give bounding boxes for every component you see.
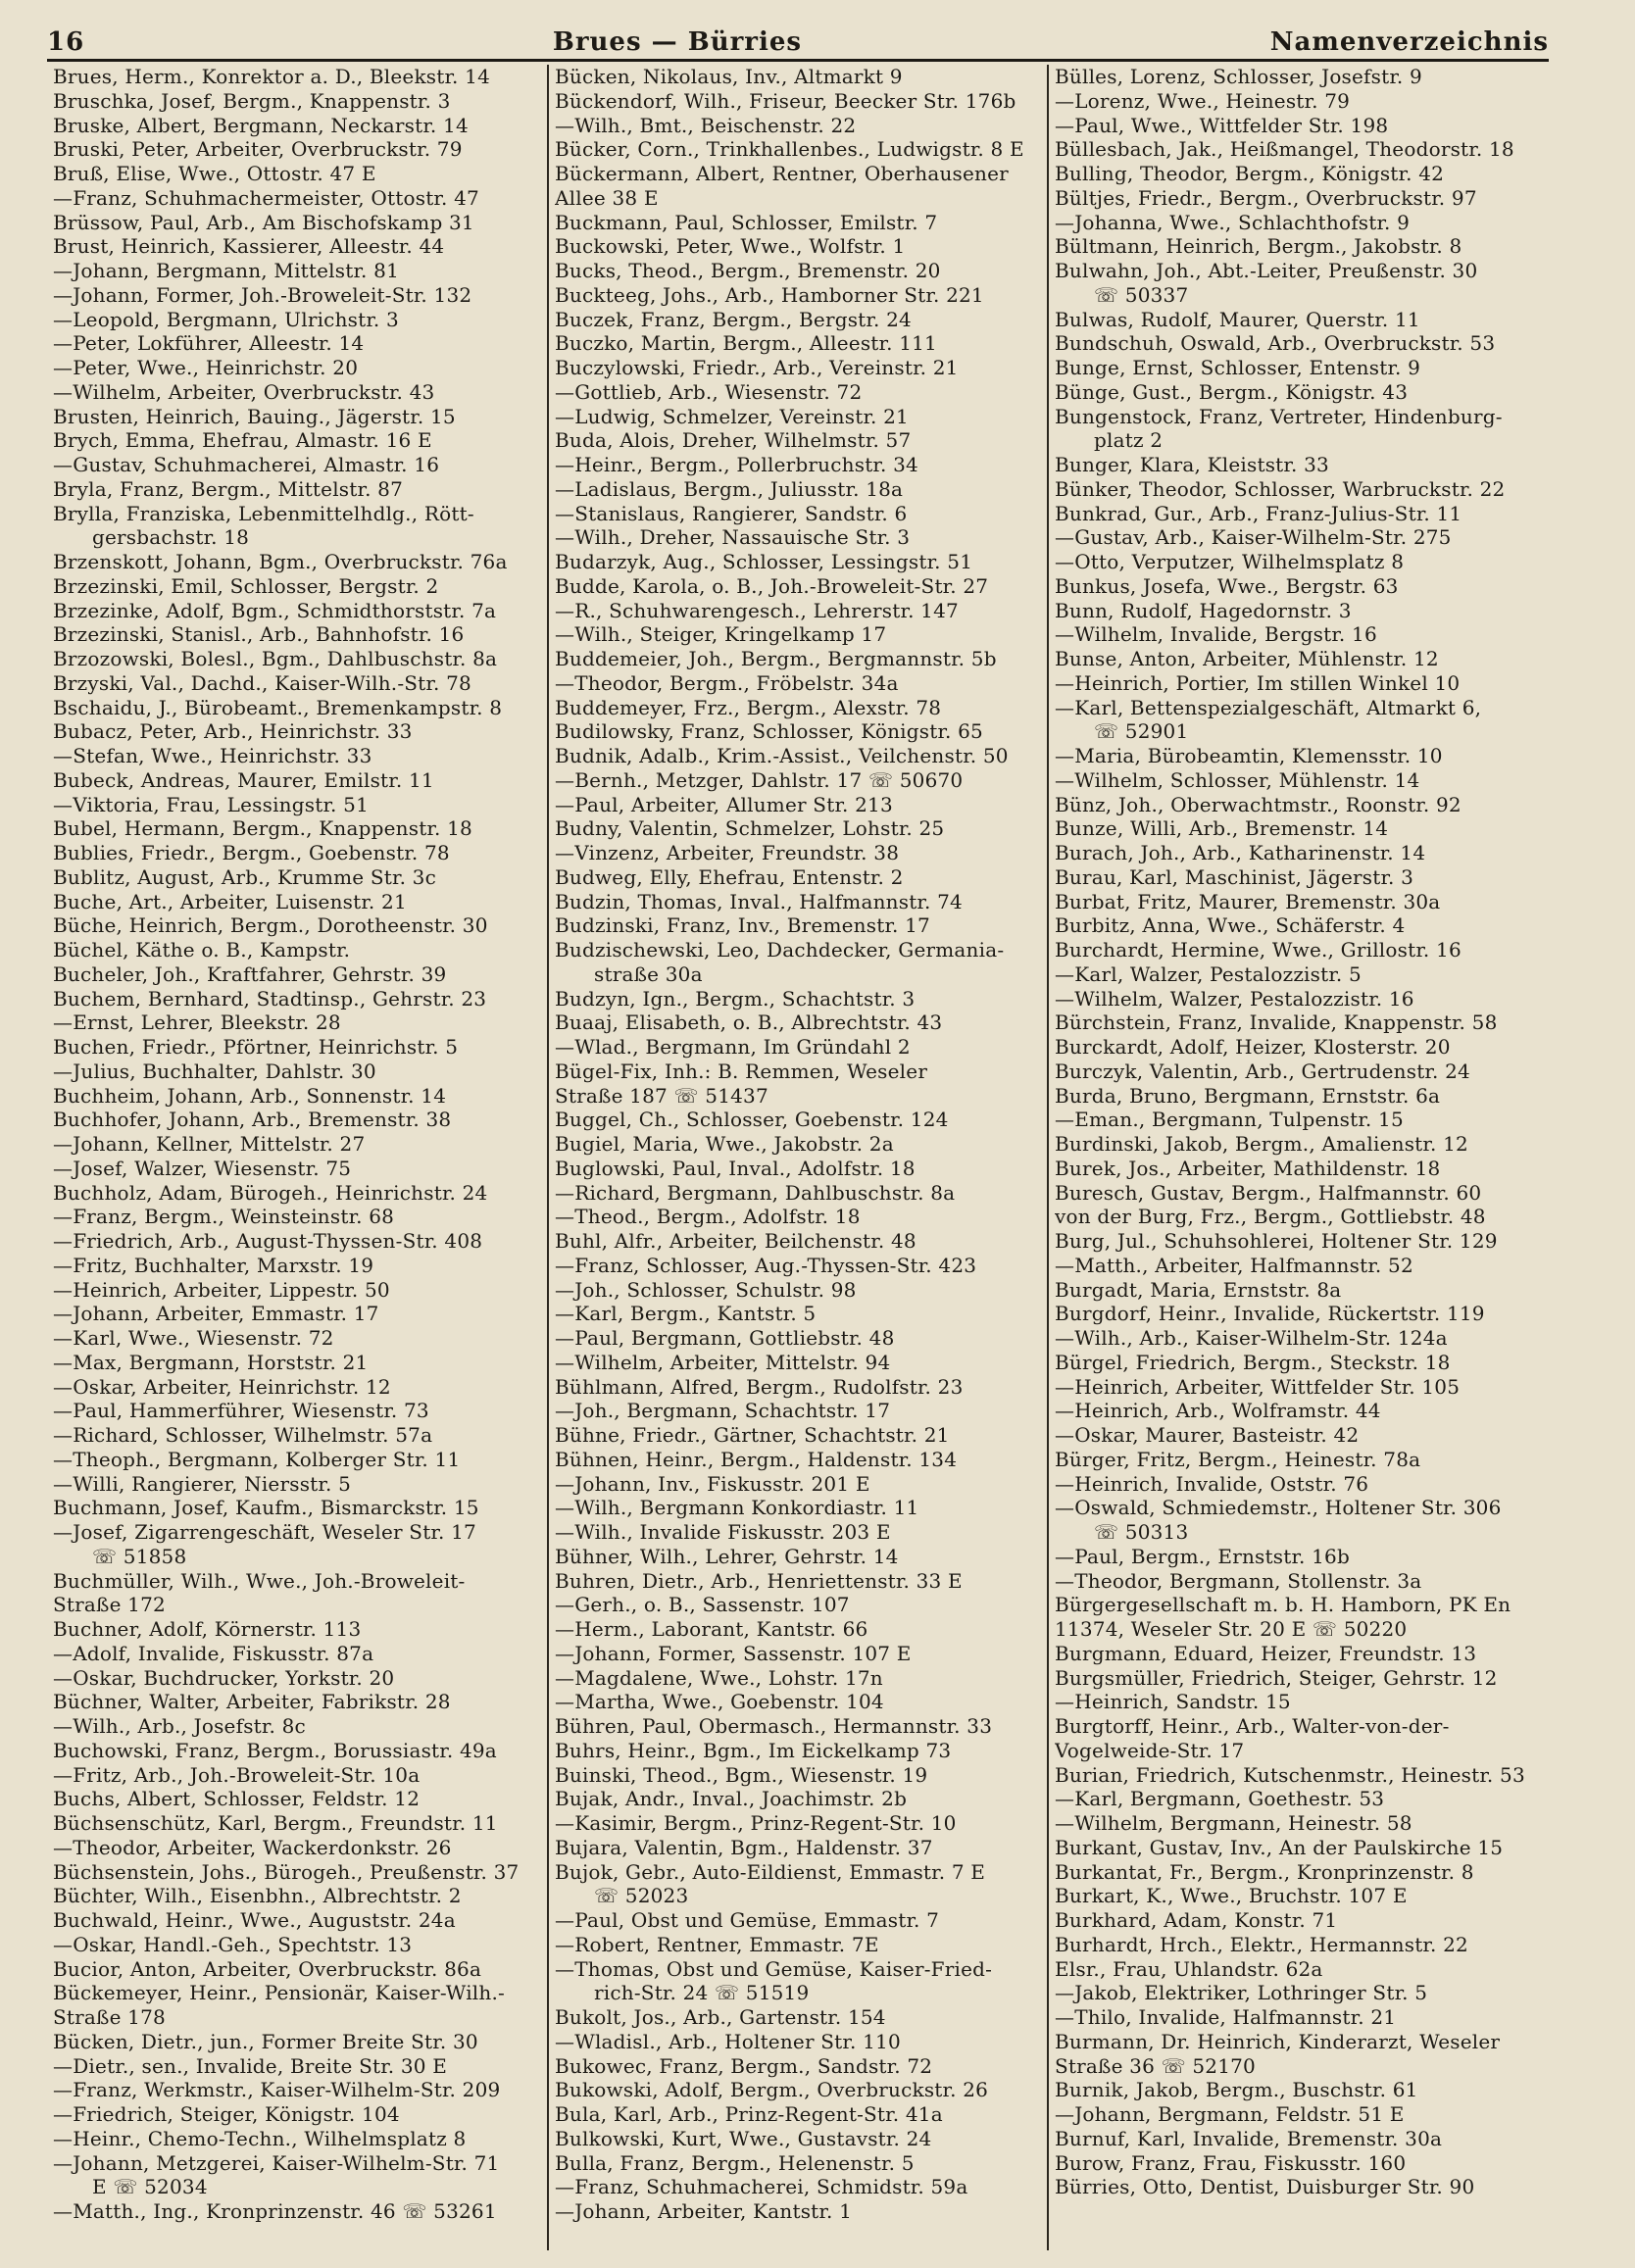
- directory-entry: —Johann, Arbeiter, Kantstr. 1: [555, 2199, 853, 2223]
- directory-entry: —Joh., Schlosser, Schulstr. 98: [555, 1277, 857, 1302]
- directory-entry: Brzezinski, Emil, Schlosser, Bergstr. 2: [53, 573, 439, 598]
- directory-entry: Bühlmann, Alfred, Bergm., Rudolfstr. 23: [555, 1374, 964, 1399]
- directory-entry: Bühren, Paul, Obermasch., Hermannstr. 33: [555, 1714, 993, 1738]
- directory-entry: —Heinrich, Sandstr. 15: [1055, 1690, 1291, 1714]
- directory-entry: —Paul, Bergmann, Gottliebstr. 48: [555, 1326, 895, 1350]
- directory-entry: Buchmüller, Wilh., Wwe., Joh.-Broweleit-: [53, 1568, 466, 1593]
- directory-entry: —Johanna, Wwe., Schlachthofstr. 9: [1055, 210, 1411, 234]
- directory-entry: —Johann, Kellner, Mittelstr. 27: [53, 1132, 366, 1156]
- directory-entry: Buddemeyer, Frz., Bergm., Alexstr. 78: [555, 695, 942, 719]
- directory-entry: Burek, Jos., Arbeiter, Mathildenstr. 18: [1055, 1156, 1441, 1180]
- directory-entry: straße 30a: [594, 961, 703, 986]
- directory-entry: Buda, Alois, Dreher, Wilhelmstr. 57: [555, 428, 912, 453]
- directory-entry: gersbachstr. 18: [92, 525, 250, 550]
- directory-entry: Brüssow, Paul, Arb., Am Bischofskamp 31: [53, 210, 474, 234]
- directory-entry: Buresch, Gustav, Bergm., Halfmannstr. 60: [1055, 1180, 1482, 1205]
- directory-entry: Bunse, Anton, Arbeiter, Mühlenstr. 12: [1055, 647, 1439, 670]
- directory-entry: E ☏ 52034: [92, 2175, 208, 2199]
- directory-entry: —Martha, Wwe., Goebenstr. 104: [555, 1690, 884, 1714]
- directory-entry: Burkant, Gustav, Inv., An der Paulskirche 15: [1055, 1835, 1504, 1859]
- directory-entry: —Ludwig, Schmelzer, Vereinstr. 21: [555, 404, 909, 428]
- directory-entry: —Franz, Schuhmacherei, Schmidstr. 59a: [555, 2175, 968, 2199]
- directory-entry: Bückermann, Albert, Rentner, Oberhausener: [555, 162, 1009, 185]
- directory-entry: Bujak, Andr., Inval., Joachimstr. 2b: [555, 1787, 908, 1811]
- directory-entry: —Oskar, Handl.-Geh., Spechtstr. 13: [53, 1932, 413, 1956]
- directory-entry: ☏ 50313: [1094, 1520, 1189, 1544]
- directory-entry: —Johann, Bergmann, Mittelstr. 81: [53, 259, 400, 282]
- directory-entry: —Bernh., Metzger, Dahlstr. 17 ☏ 50670: [555, 767, 964, 792]
- directory-entry: Buchhofer, Johann, Arb., Bremenstr. 38: [53, 1108, 452, 1132]
- directory-entry: Bulling, Theodor, Bergm., Königstr. 42: [1055, 162, 1445, 185]
- directory-entry: —Richard, Schlosser, Wilhelmstr. 57a: [53, 1423, 433, 1447]
- directory-entry: —Oskar, Buchdrucker, Yorkstr. 20: [53, 1665, 395, 1690]
- directory-entry: Bujara, Valentin, Bgm., Haldenstr. 37: [555, 1835, 933, 1859]
- directory-entry: Bucheler, Joh., Kraftfahrer, Gehrstr. 39: [53, 961, 447, 986]
- directory-entry: Bukowec, Franz, Bergm., Sandstr. 72: [555, 2053, 933, 2078]
- directory-entry: —Johann, Arbeiter, Emmastr. 17: [53, 1302, 379, 1326]
- directory-entry: Bücken, Nikolaus, Inv., Altmarkt 9: [555, 65, 903, 88]
- directory-entry: Burach, Joh., Arb., Katharinenstr. 14: [1055, 841, 1426, 864]
- directory-entry: —Willi, Rangierer, Niersstr. 5: [53, 1471, 351, 1496]
- directory-entry: Brues, Herm., Konrektor a. D., Bleekstr. 14: [53, 65, 491, 88]
- directory-entry: —Oskar, Maurer, Basteistr. 42: [1055, 1423, 1360, 1447]
- directory-entry: —Wilhelm, Invalide, Bergstr. 16: [1055, 622, 1377, 647]
- directory-entry: Bryla, Franz, Bergm., Mittelstr. 87: [53, 476, 404, 501]
- directory-entry: Buggel, Ch., Schlosser, Goebenstr. 124: [555, 1108, 949, 1132]
- directory-entry: Bunger, Klara, Kleiststr. 33: [1055, 453, 1329, 476]
- directory-entry: Büchsenschütz, Karl, Bergm., Freundstr. 11: [53, 1811, 498, 1835]
- directory-entry: Burdinski, Jakob, Bergm., Amalienstr. 12: [1055, 1132, 1468, 1156]
- directory-entry: Büchner, Walter, Arbeiter, Fabrikstr. 28: [53, 1690, 451, 1714]
- directory-entry: Bugiel, Maria, Wwe., Jakobstr. 2a: [555, 1132, 894, 1156]
- directory-entry: —Viktoria, Frau, Lessingstr. 51: [53, 792, 369, 816]
- directory-entry: Bubel, Hermann, Bergm., Knappenstr. 18: [53, 816, 472, 841]
- directory-entry: —Dietr., sen., Invalide, Breite Str. 30 E: [53, 2053, 448, 2078]
- directory-entry: —Josef, Zigarrengeschäft, Weseler Str. 17: [53, 1520, 476, 1544]
- directory-entry: Bünge, Gust., Bergm., Königstr. 43: [1055, 379, 1409, 404]
- directory-entry: Buhren, Dietr., Arb., Henriettenstr. 33 E: [555, 1568, 963, 1593]
- directory-entry: —Johann, Bergmann, Feldstr. 51 E: [1055, 2102, 1405, 2126]
- directory-entry: ☏ 52023: [594, 1884, 689, 1908]
- directory-entry: Brzozowski, Bolesl., Bgm., Dahlbuschstr. 8a: [53, 647, 498, 670]
- directory-entry: —Stefan, Wwe., Heinrichstr. 33: [53, 744, 372, 767]
- directory-entry: Budde, Karola, o. B., Joh.-Broweleit-Str. 27: [555, 573, 989, 598]
- entry-column-1: [47, 65, 547, 2250]
- directory-entry: Buche, Art., Arbeiter, Luisenstr. 21: [53, 889, 407, 913]
- directory-entry: Buaaj, Elisabeth, o. B., Albrechtstr. 43: [555, 1011, 943, 1035]
- directory-entry: Bulwas, Rudolf, Maurer, Querstr. 11: [1055, 307, 1420, 331]
- directory-entry: Buhl, Alfr., Arbeiter, Beilchenstr. 48: [555, 1229, 917, 1253]
- header-rule: [47, 59, 1549, 62]
- directory-entry: Burian, Friedrich, Kutschenmstr., Heinestr. 53: [1055, 1762, 1525, 1787]
- directory-entry: Straße 36 ☏ 52170: [1055, 2053, 1256, 2078]
- directory-entry: Budny, Valentin, Schmelzer, Lohstr. 25: [555, 816, 945, 841]
- directory-entry: Bunkrad, Gur., Arb., Franz-Julius-Str. 11: [1055, 501, 1462, 525]
- directory-entry: —Paul, Arbeiter, Allumer Str. 213: [555, 792, 893, 816]
- directory-entry: —Otto, Verputzer, Wilhelmsplatz 8: [1055, 550, 1405, 573]
- directory-entry: Burgdorf, Heinr., Invalide, Rückertstr. 119: [1055, 1302, 1485, 1326]
- directory-entry: Straße 172: [53, 1593, 166, 1617]
- directory-entry: Buchholz, Adam, Bürogeh., Heinrichstr. 24: [53, 1180, 488, 1205]
- directory-entry: Burkhard, Adam, Konstr. 71: [1055, 1908, 1338, 1932]
- directory-entry: —Franz, Werkmstr., Kaiser-Wilhelm-Str. 209: [53, 2078, 501, 2102]
- directory-entry: Bückemeyer, Heinr., Pensionär, Kaiser-Wilh.-: [53, 1981, 505, 2005]
- directory-entry: Bula, Karl, Arb., Prinz-Regent-Str. 41a: [555, 2102, 943, 2126]
- directory-entry: —Max, Bergmann, Horststr. 21: [53, 1350, 369, 1374]
- directory-entry: —Theod., Bergm., Adolfstr. 18: [555, 1205, 861, 1229]
- directory-entry: Bubeck, Andreas, Maurer, Emilstr. 11: [53, 767, 434, 792]
- directory-entry: —Friedrich, Steiger, Königstr. 104: [53, 2102, 400, 2126]
- directory-entry: Bucior, Anton, Arbeiter, Overbruckstr. 86a: [53, 1956, 482, 1981]
- directory-entry: —Wilh., Invalide Fiskusstr. 203 E: [555, 1520, 891, 1544]
- directory-entry: Burbitz, Anna, Wwe., Schäferstr. 4: [1055, 913, 1406, 938]
- directory-entry: —Paul, Wwe., Wittfelder Str. 198: [1055, 113, 1389, 137]
- directory-entry: Burgmann, Eduard, Heizer, Freundstr. 13: [1055, 1641, 1477, 1665]
- directory-entry: —Gustav, Schuhmacherei, Almastr. 16: [53, 453, 440, 476]
- directory-entry: Bruschka, Josef, Bergm., Knappenstr. 3: [53, 88, 451, 113]
- directory-entry: —Heinrich, Arbeiter, Wittfelder Str. 105: [1055, 1374, 1461, 1399]
- directory-entry: Budzinski, Franz, Inv., Bremenstr. 17: [555, 913, 930, 938]
- directory-entry: Buinski, Theod., Bgm., Wiesenstr. 19: [555, 1762, 928, 1787]
- directory-entry: —Heinrich, Arbeiter, Lippestr. 50: [53, 1277, 390, 1302]
- directory-entry: —Wilhelm, Bergmann, Heinestr. 58: [1055, 1811, 1412, 1835]
- directory-entry: —Stanislaus, Rangierer, Sandstr. 6: [555, 501, 908, 525]
- directory-entry: Bünz, Joh., Oberwachtmstr., Roonstr. 92: [1055, 792, 1462, 816]
- directory-entry: —Joh., Bergmann, Schachtstr. 17: [555, 1399, 891, 1423]
- directory-entry: Straße 187 ☏ 51437: [555, 1083, 768, 1108]
- directory-entry: —Gottlieb, Arb., Wiesenstr. 72: [555, 379, 863, 404]
- directory-entry: Budarzyk, Aug., Schlosser, Lessingstr. 51: [555, 550, 973, 573]
- directory-entry: Buchen, Friedr., Pförtner, Heinrichstr. 5: [53, 1035, 459, 1059]
- directory-entry: —R., Schuhwarengesch., Lehrerstr. 147: [555, 598, 959, 622]
- directory-entry: Budzin, Thomas, Inval., Halfmannstr. 74: [555, 889, 963, 913]
- directory-entry: —Gustav, Arb., Kaiser-Wilhelm-Str. 275: [1055, 525, 1452, 550]
- directory-entry: —Julius, Buchhalter, Dahlstr. 30: [53, 1059, 376, 1083]
- directory-entry: Bukolt, Jos., Arb., Gartenstr. 154: [555, 2005, 886, 2029]
- directory-entry: —Friedrich, Arb., August-Thyssen-Str. 408: [53, 1229, 483, 1253]
- directory-entry: —Peter, Wwe., Heinrichstr. 20: [53, 356, 359, 379]
- directory-entry: —Wlad., Bergmann, Im Gründahl 2: [555, 1035, 911, 1059]
- directory-entry: Allee 38 E: [555, 185, 659, 210]
- page-number: 16: [47, 27, 85, 57]
- directory-entry: von der Burg, Frz., Bergm., Gottliebstr. 48: [1055, 1205, 1486, 1229]
- directory-entry: —Thilo, Invalide, Halfmannstr. 21: [1055, 2005, 1397, 2029]
- directory-entry: ☏ 51858: [92, 1544, 187, 1568]
- directory-entry: —Theoph., Bergmann, Kolberger Str. 11: [53, 1447, 461, 1471]
- directory-entry: Budnik, Adalb., Krim.-Assist., Veilchenstr. 50: [555, 744, 1009, 767]
- directory-entry: Bubacz, Peter, Arb., Heinrichstr. 33: [53, 719, 413, 744]
- directory-entry: Bürchstein, Franz, Invalide, Knappenstr. 58: [1055, 1011, 1498, 1035]
- directory-entry: Buckowski, Peter, Wwe., Wolfstr. 1: [555, 234, 906, 259]
- directory-entry: Brzezinke, Adolf, Bgm., Schmidthorststr. 7a: [53, 598, 497, 622]
- directory-entry: —Peter, Lokführer, Alleestr. 14: [53, 331, 365, 356]
- page-header: [47, 22, 1549, 57]
- directory-entry: Bunze, Willi, Arb., Bremenstr. 14: [1055, 816, 1389, 841]
- directory-entry: —Magdalene, Wwe., Lohstr. 17n: [555, 1665, 883, 1690]
- directory-entry: Burczyk, Valentin, Arb., Gertrudenstr. 24: [1055, 1059, 1470, 1083]
- directory-entry: Bruß, Elise, Wwe., Ottostr. 47 E: [53, 162, 376, 185]
- directory-entry: Buchem, Bernhard, Stadtinsp., Gehrstr. 23: [53, 986, 487, 1011]
- directory-entry: rich-Str. 24 ☏ 51519: [594, 1981, 810, 2005]
- directory-entry: —Richard, Bergmann, Dahlbuschstr. 8a: [555, 1180, 956, 1205]
- directory-entry: —Johann, Metzgerei, Kaiser-Wilhelm-Str. 71: [53, 2150, 500, 2175]
- directory-entry: Bückendorf, Wilh., Friseur, Beecker Str. 176b: [555, 88, 1016, 113]
- directory-entry: —Paul, Obst und Gemüse, Emmastr. 7: [555, 1908, 940, 1932]
- directory-entry: Bschaidu, J., Bürobeamt., Bremenkampstr. 8: [53, 695, 503, 719]
- directory-entry: Bulla, Franz, Bergm., Helenenstr. 5: [555, 2150, 915, 2175]
- directory-entry: —Maria, Bürobeamtin, Klemensstr. 10: [1055, 744, 1443, 767]
- directory-entry: Buckteeg, Johs., Arb., Hamborner Str. 221: [555, 282, 984, 307]
- directory-entry: —Gerh., o. B., Sassenstr. 107: [555, 1593, 850, 1617]
- directory-entry: Bunge, Ernst, Schlosser, Entenstr. 9: [1055, 356, 1421, 379]
- directory-entry: Bucks, Theod., Bergm., Bremenstr. 20: [555, 259, 941, 282]
- directory-entry: —Wilh., Bergmann Konkordiastr. 11: [555, 1496, 919, 1520]
- directory-entry: Buchs, Albert, Schlosser, Feldstr. 12: [53, 1787, 421, 1811]
- directory-entry: —Karl, Bettenspezialgeschäft, Altmarkt 6,: [1055, 695, 1482, 719]
- directory-entry: Vogelweide-Str. 17: [1055, 1738, 1245, 1762]
- directory-entry: Buglowski, Paul, Inval., Adolfstr. 18: [555, 1156, 916, 1180]
- directory-entry: —Paul, Bergm., Ernststr. 16b: [1055, 1544, 1350, 1568]
- directory-entry: Büchel, Käthe o. B., Kampstr.: [53, 938, 351, 961]
- entry-columns: [47, 65, 1549, 2250]
- directory-entry: Bünker, Theodor, Schlosser, Warbruckstr. 22: [1055, 476, 1506, 501]
- directory-entry: —Heinrich, Portier, Im stillen Winkel 10: [1055, 670, 1461, 695]
- directory-entry: 11374, Weseler Str. 20 E ☏ 50220: [1055, 1617, 1408, 1641]
- entry-column-2: [547, 65, 1047, 2250]
- directory-entry: Buchwald, Heinr., Wwe., Auguststr. 24a: [53, 1908, 456, 1932]
- directory-entry: Büche, Heinrich, Bergm., Dorotheenstr. 30: [53, 913, 488, 938]
- directory-entry: Buddemeier, Joh., Bergm., Bergmannstr. 5b: [555, 647, 997, 670]
- directory-entry: Bücker, Corn., Trinkhallenbes., Ludwigstr. 8 E: [555, 137, 1024, 162]
- directory-entry: —Robert, Rentner, Emmastr. 7E: [555, 1932, 879, 1956]
- directory-entry: Brusten, Heinrich, Bauing., Jägerstr. 15: [53, 404, 456, 428]
- directory-entry: Brylla, Franziska, Lebenmittelhdlg., Rött-: [53, 501, 474, 525]
- directory-entry: Bruske, Albert, Bergmann, Neckarstr. 14: [53, 113, 469, 137]
- directory-entry: —Jakob, Elektriker, Lothringer Str. 5: [1055, 1981, 1428, 2005]
- directory-entry: Bunkus, Josefa, Wwe., Bergstr. 63: [1055, 573, 1399, 598]
- directory-entry: Buchner, Adolf, Körnerstr. 113: [53, 1617, 362, 1641]
- directory-entry: Burda, Bruno, Bergmann, Ernststr. 6a: [1055, 1083, 1441, 1108]
- directory-entry: Budzyn, Ign., Bergm., Schachtstr. 3: [555, 986, 916, 1011]
- directory-entry: —Paul, Hammerführer, Wiesenstr. 73: [53, 1399, 429, 1423]
- directory-entry: —Wilh., Arb., Kaiser-Wilhelm-Str. 124a: [1055, 1326, 1448, 1350]
- directory-entry: —Karl, Bergm., Kantstr. 5: [555, 1302, 817, 1326]
- directory-entry: Burnik, Jakob, Bergm., Buschstr. 61: [1055, 2078, 1418, 2102]
- directory-entry: Straße 178: [53, 2005, 166, 2029]
- directory-entry: ☏ 52901: [1094, 719, 1189, 744]
- directory-entry: Buckmann, Paul, Schlosser, Emilstr. 7: [555, 210, 938, 234]
- directory-entry: —Johann, Former, Joh.-Broweleit-Str. 132: [53, 282, 472, 307]
- directory-entry: Bültjes, Friedr., Bergm., Overbruckstr. 97: [1055, 185, 1477, 210]
- directory-entry: Burhardt, Hrch., Elektr., Hermannstr. 22: [1055, 1932, 1468, 1956]
- directory-entry: Buchmann, Josef, Kaufm., Bismarckstr. 15: [53, 1496, 479, 1520]
- directory-entry: Büchter, Wilh., Eisenbhn., Albrechtstr. 2: [53, 1884, 462, 1908]
- directory-entry: Bujok, Gebr., Auto-Eildienst, Emmastr. 7 E: [555, 1859, 986, 1884]
- directory-entry: —Wladisl., Arb., Holtener Str. 110: [555, 2029, 901, 2053]
- directory-entry: Bücken, Dietr., jun., Former Breite Str. 30: [53, 2029, 478, 2053]
- directory-entry: —Wilh., Dreher, Nassauische Str. 3: [555, 525, 911, 550]
- directory-entry: —Ladislaus, Bergm., Juliusstr. 18a: [555, 476, 904, 501]
- directory-entry: Bürger, Fritz, Bergm., Heinestr. 78a: [1055, 1447, 1421, 1471]
- directory-entry: —Theodor, Bergmann, Stollenstr. 3a: [1055, 1568, 1422, 1593]
- directory-entry: Bühne, Friedr., Gärtner, Schachtstr. 21: [555, 1423, 950, 1447]
- directory-entry: Bulwahn, Joh., Abt.-Leiter, Preußenstr. 30: [1055, 259, 1478, 282]
- directory-entry: Burchardt, Hermine, Wwe., Grillostr. 16: [1055, 938, 1462, 961]
- entry-column-3: [1047, 65, 1547, 2250]
- directory-entry: —Karl, Wwe., Wiesenstr. 72: [53, 1326, 334, 1350]
- directory-entry: —Herm., Laborant, Kantstr. 66: [555, 1617, 868, 1641]
- directory-entry: Burau, Karl, Maschinist, Jägerstr. 3: [1055, 864, 1414, 889]
- directory-entry: Buhrs, Heinr., Bgm., Im Eickelkamp 73: [555, 1738, 952, 1762]
- directory-entry: —Thomas, Obst und Gemüse, Kaiser-Fried-: [555, 1956, 993, 1981]
- directory-entry: Bürgel, Friedrich, Bergm., Steckstr. 18: [1055, 1350, 1451, 1374]
- directory-entry: Brych, Emma, Ehefrau, Almastr. 16 E: [53, 428, 432, 453]
- directory-entry: Bungenstock, Franz, Vertreter, Hindenburg-: [1055, 404, 1503, 428]
- directory-entry: Bunn, Rudolf, Hagedornstr. 3: [1055, 598, 1352, 622]
- directory-entry: Burckardt, Adolf, Heizer, Klosterstr. 20: [1055, 1035, 1451, 1059]
- directory-entry: Burg, Jul., Schuhsohlerei, Holtener Str. 129: [1055, 1229, 1498, 1253]
- directory-entry: Burgadt, Maria, Ernststr. 8a: [1055, 1277, 1342, 1302]
- directory-entry: Büllesbach, Jak., Heißmangel, Theodorstr. 18: [1055, 137, 1514, 162]
- directory-entry: Bruski, Peter, Arbeiter, Overbruckstr. 79: [53, 137, 463, 162]
- directory-entry: Burmann, Dr. Heinrich, Kinderarzt, Weseler: [1055, 2029, 1501, 2053]
- directory-entry: —Franz, Schlosser, Aug.-Thyssen-Str. 423: [555, 1253, 977, 1277]
- section-title: Namenverzeichnis: [1269, 27, 1549, 57]
- directory-entry: —Karl, Walzer, Pestalozzistr. 5: [1055, 961, 1362, 986]
- directory-entry: Bublitz, August, Arb., Krumme Str. 3c: [53, 864, 437, 889]
- directory-entry: Buchowski, Franz, Bergm., Borussiastr. 49a: [53, 1738, 497, 1762]
- directory-entry: Brzyski, Val., Dachd., Kaiser-Wilh.-Str. 78: [53, 670, 471, 695]
- directory-entry: Budweg, Elly, Ehefrau, Entenstr. 2: [555, 864, 904, 889]
- directory-entry: Bülles, Lorenz, Schlosser, Josefstr. 9: [1055, 65, 1422, 88]
- directory-entry: Buczylowski, Friedr., Arb., Vereinstr. 21: [555, 356, 959, 379]
- directory-entry: Bukowski, Adolf, Bergm., Overbruckstr. 26: [555, 2078, 989, 2102]
- directory-entry: Bulkowski, Kurt, Wwe., Gustavstr. 24: [555, 2126, 932, 2150]
- directory-entry: Bürgergesellschaft m. b. H. Hamborn, PK En: [1055, 1593, 1511, 1617]
- directory-entry: —Theodor, Arbeiter, Wackerdonkstr. 26: [53, 1835, 452, 1859]
- directory-entry: Bundschuh, Oswald, Arb., Overbruckstr. 53: [1055, 331, 1496, 356]
- directory-entry: —Wilh., Bmt., Beischenstr. 22: [555, 113, 857, 137]
- directory-entry: —Josef, Walzer, Wiesenstr. 75: [53, 1156, 352, 1180]
- directory-entry: Burgtorff, Heinr., Arb., Walter-von-der-: [1055, 1714, 1450, 1738]
- directory-entry: —Wilh., Arb., Josefstr. 8c: [53, 1714, 306, 1738]
- directory-entry: Budzischewski, Leo, Dachdecker, Germania-: [555, 938, 1005, 961]
- page-range-title: Brues — Bürries: [552, 27, 803, 57]
- directory-entry: —Franz, Bergm., Weinsteinstr. 68: [53, 1205, 395, 1229]
- directory-entry: —Heinr., Chemo-Techn., Wilhelmsplatz 8: [53, 2126, 467, 2150]
- directory-entry: —Fritz, Buchhalter, Marxstr. 19: [53, 1253, 374, 1277]
- directory-entry: —Lorenz, Wwe., Heinestr. 79: [1055, 88, 1351, 113]
- directory-entry: —Wilh., Steiger, Kringelkamp 17: [555, 622, 887, 647]
- directory-entry: Burkantat, Fr., Bergm., Kronprinzenstr. 8: [1055, 1859, 1474, 1884]
- directory-entry: —Johann, Inv., Fiskusstr. 201 E: [555, 1471, 870, 1496]
- directory-entry: —Vinzenz, Arbeiter, Freundstr. 38: [555, 841, 900, 864]
- directory-entry: —Kasimir, Bergm., Prinz-Regent-Str. 10: [555, 1811, 957, 1835]
- directory-entry: Burkart, K., Wwe., Bruchstr. 107 E: [1055, 1884, 1408, 1908]
- directory-entry: —Matth., Ing., Kronprinzenstr. 46 ☏ 53261: [53, 2199, 497, 2223]
- directory-entry: —Heinr., Bergm., Pollerbruchstr. 34: [555, 453, 918, 476]
- directory-entry: —Heinrich, Invalide, Oststr. 76: [1055, 1471, 1369, 1496]
- directory-entry: Buczko, Martin, Bergm., Alleestr. 111: [555, 331, 937, 356]
- directory-entry: Buczek, Franz, Bergm., Bergstr. 24: [555, 307, 912, 331]
- directory-entry: —Leopold, Bergmann, Ulrichstr. 3: [53, 307, 399, 331]
- directory-entry: —Karl, Bergmann, Goethestr. 53: [1055, 1787, 1385, 1811]
- directory-entry: Büchsenstein, Johs., Bürogeh., Preußenstr. 37: [53, 1859, 520, 1884]
- directory-entry: Brzenskott, Johann, Bgm., Overbruckstr. 76a: [53, 550, 508, 573]
- directory-entry: Bühnen, Heinr., Bergm., Haldenstr. 134: [555, 1447, 958, 1471]
- directory-entry: —Wilhelm, Schlosser, Mühlenstr. 14: [1055, 767, 1420, 792]
- directory-entry: —Johann, Former, Sassenstr. 107 E: [555, 1641, 912, 1665]
- directory-entry: —Ernst, Lehrer, Bleekstr. 28: [53, 1011, 341, 1035]
- directory-entry: Bügel-Fix, Inh.: B. Remmen, Weseler: [555, 1059, 928, 1083]
- directory-entry: Bühner, Wilh., Lehrer, Gehrstr. 14: [555, 1544, 899, 1568]
- directory-entry: Bublies, Friedr., Bergm., Goebenstr. 78: [53, 841, 450, 864]
- directory-entry: —Wilhelm, Arbeiter, Mittelstr. 94: [555, 1350, 891, 1374]
- directory-entry: —Wilhelm, Walzer, Pestalozzistr. 16: [1055, 986, 1414, 1011]
- directory-entry: —Eman., Bergmann, Tulpenstr. 15: [1055, 1108, 1404, 1132]
- directory-entry: Bültmann, Heinrich, Bergm., Jakobstr. 8: [1055, 234, 1462, 259]
- directory-entry: Elsr., Frau, Uhlandstr. 62a: [1055, 1956, 1323, 1981]
- directory-entry: —Matth., Arbeiter, Halfmannstr. 52: [1055, 1253, 1413, 1277]
- directory-entry: ☏ 50337: [1094, 282, 1189, 307]
- directory-entry: —Heinrich, Arb., Wolframstr. 44: [1055, 1399, 1381, 1423]
- directory-entry: —Fritz, Arb., Joh.-Broweleit-Str. 10a: [53, 1762, 421, 1787]
- directory-entry: —Oskar, Arbeiter, Heinrichstr. 12: [53, 1374, 391, 1399]
- directory-entry: Brzezinski, Stanisl., Arb., Bahnhofstr. 16: [53, 622, 465, 647]
- directory-entry: —Franz, Schuhmachermeister, Ottostr. 47: [53, 185, 479, 210]
- directory-entry: —Oswald, Schmiedemstr., Holtener Str. 306: [1055, 1496, 1502, 1520]
- directory-entry: —Adolf, Invalide, Fiskusstr. 87a: [53, 1641, 374, 1665]
- directory-entry: Burbat, Fritz, Maurer, Bremenstr. 30a: [1055, 889, 1441, 913]
- directory-entry: Brust, Heinrich, Kassierer, Alleestr. 44: [53, 234, 445, 259]
- directory-entry: Buchheim, Johann, Arb., Sonnenstr. 14: [53, 1083, 447, 1108]
- directory-entry: Burow, Franz, Frau, Fiskusstr. 160: [1055, 2150, 1407, 2175]
- directory-entry: Budilowsky, Franz, Schlosser, Königstr. 65: [555, 719, 983, 744]
- directory-entry: —Theodor, Bergm., Fröbelstr. 34a: [555, 670, 899, 695]
- directory-entry: Burgsmüller, Friedrich, Steiger, Gehrstr. 12: [1055, 1665, 1498, 1690]
- directory-entry: Burnuf, Karl, Invalide, Bremenstr. 30a: [1055, 2126, 1443, 2150]
- directory-entry: platz 2: [1094, 428, 1164, 453]
- directory-entry: Bürries, Otto, Dentist, Duisburger Str. 90: [1055, 2175, 1475, 2199]
- directory-entry: —Wilhelm, Arbeiter, Overbruckstr. 43: [53, 379, 435, 404]
